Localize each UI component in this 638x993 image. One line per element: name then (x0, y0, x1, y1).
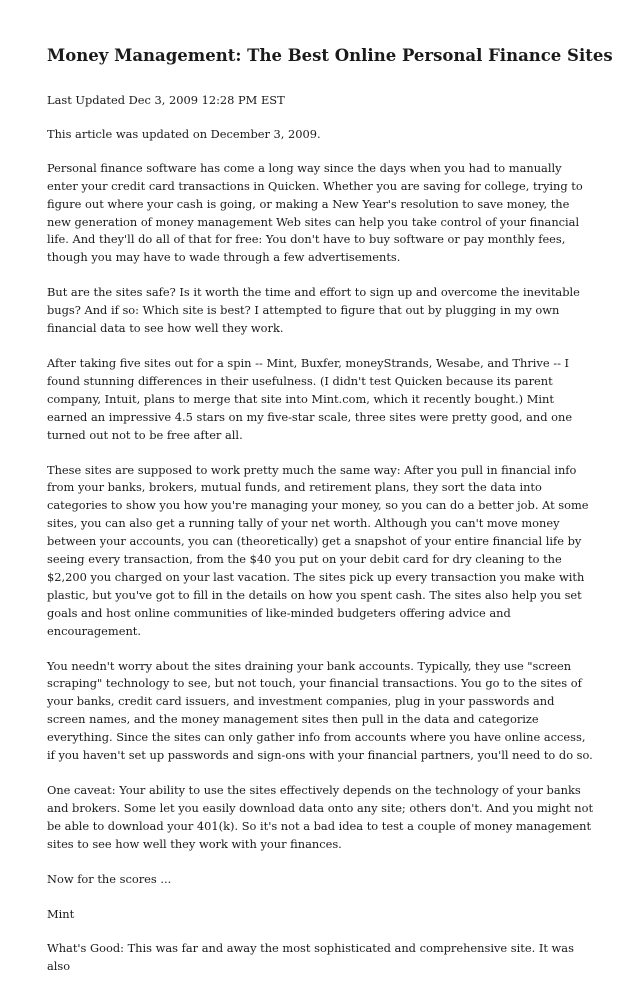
paragraph-security: You needn't worry about the sites draining your bank accounts. Typically, they use "screen scraping" technology to see, but not touch, your financial transactions. You go to the sites of your banks, credit card issuers, and investment companies, plug in your passwords and screen names, and the money management sites then pull in the data and categorize everything. Since the sites can only gather info from accounts where you have online access, if you haven't set up passwords and sign-ons with your financial partners, you'll need to do so. (47, 658, 593, 763)
article-title: Money Management: The Best Online Personal Finance Sites (47, 46, 613, 65)
paragraph-caveat: One caveat: Your ability to use the sites effectively depends on the technology of your banks and brokers. Some let you easily download data onto any site; others don't. And you might not be able to download your 401(k). So it's not a bad idea to test a couple of money management sites to see how well they work with your finances. (47, 783, 594, 851)
paragraph-safety: But are the sites safe? Is it worth the time and effort to sign up and overcome the inevitable bugs? And if so: Which site is best? I attempted to figure that out by plugging in my own financial data to see how well they work. (47, 285, 580, 336)
article-page (47, 45, 613, 993)
update-note: This article was updated on December 3, 2009. (47, 126, 321, 141)
paragraph-scores-intro: Now for the scores ... (47, 871, 172, 886)
paragraph-intro: Personal finance software has come a long way since the days when you had to manually enter your credit card transactions in Quicken. Whether you are saving for college, trying to figure out where your cash is going, or making a New Year's resolution to save money, the new generation of money management Web sites can help you take control of your financial life. And they'll do all of that for free: You don't have to buy software or pay monthly fees, though you may have to wade through a few advertisements. (47, 160, 583, 265)
section-heading-mint: Mint (47, 906, 75, 921)
paragraph-mint-good: What's Good: This was far and away the most sophisticated and comprehensive site. It was also (47, 941, 574, 974)
paragraph-how-it-works: These sites are supposed to work pretty much the same way: After you pull in financial info from your banks, brokers, mutual funds, and retirement plans, they sort the data into categories to show you how you're managing your money, so you can do a better job. At some sites, you can also get a running tally of your net worth. Although you can't move money between your accounts, you can (theoretically) get a snapshot of your entire financial life by seeing every transaction, from the $40 you put on your debit card for dry cleaning to the $2,200 you charged on your last vacation. The sites pick up every transaction you make with plastic, but you've got to fill in the details on how you spent cash. The sites also help you set goals and host online communities of like-minded budgeters offering advice and encouragement. (47, 462, 589, 638)
paragraph-sites-tested: After taking five sites out for a spin -- Mint, Buxfer, moneyStrands, Wesabe, and Thrive -- I found stunning differences in their usefulness. (I didn't test Quicken because its parent company, Intuit, plans to merge that site into Mint.com, which it recently bought.) Mint earned an impressive 4.5 stars on my five-star scale, three sites were pretty good, and one turned out not to be free after all. (47, 355, 573, 442)
last-updated: Last Updated Dec 3, 2009 12:28 PM EST (47, 93, 285, 107)
